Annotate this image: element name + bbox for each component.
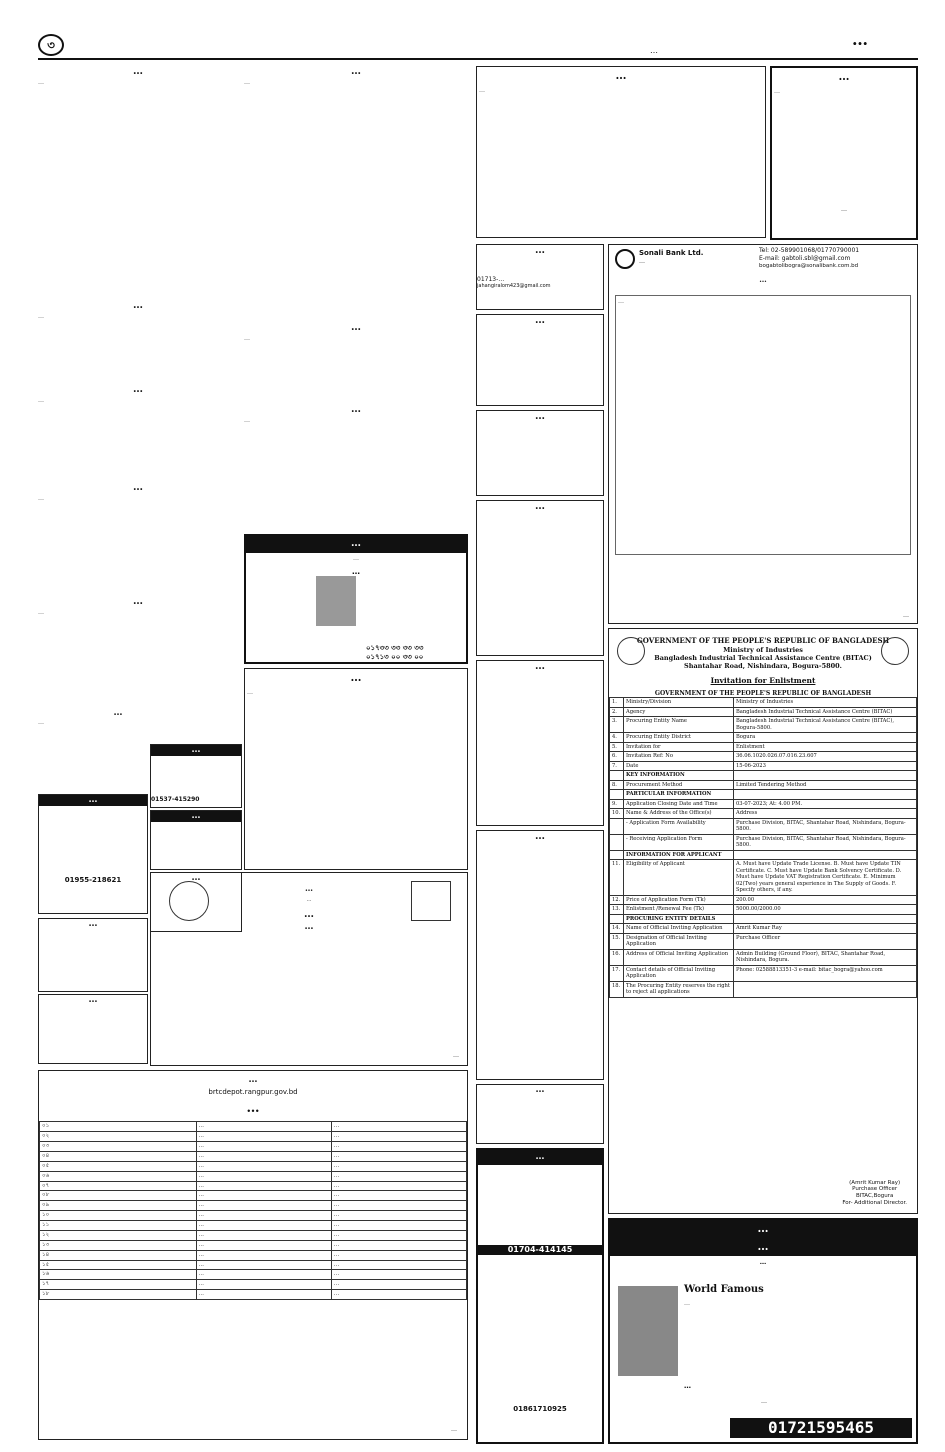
sig-org: BITAC,Bogura <box>855 1193 894 1200</box>
table-cell: … <box>196 1280 331 1290</box>
doctor-ad <box>244 534 468 664</box>
table-row <box>610 965 917 981</box>
article-title: … <box>133 300 143 311</box>
table-cell: … <box>196 1132 331 1142</box>
ad-title: … <box>535 411 545 422</box>
table-cell <box>610 818 624 834</box>
notice-title: … <box>615 69 627 82</box>
doctor-name: … <box>246 536 466 553</box>
notice-body: … <box>247 688 253 696</box>
table-cell: Bangladesh Industrial Technical Assistance Centre (BITAC), Bogura-5800. <box>734 717 917 733</box>
table-cell: 7. <box>610 761 624 771</box>
doctor-phone-2: ০১৭১৩ ০০ ৩৩ ০০ <box>366 653 424 661</box>
table-cell: … <box>331 1211 466 1221</box>
table-cell: … <box>331 1151 466 1161</box>
table-cell <box>734 771 917 781</box>
table-cell: … <box>331 1260 466 1270</box>
table-row <box>610 818 917 834</box>
tender-url: brtcdepot.rangpur.gov.bd <box>208 1088 298 1097</box>
table-cell: 11. <box>610 860 624 896</box>
legal-notice-top <box>476 66 766 238</box>
table-cell: ০৭ <box>40 1181 197 1191</box>
bitac-ministry: Ministry of Industries <box>723 645 803 654</box>
table-cell: Procurement Method <box>624 780 734 790</box>
table-cell: The Procuring Entity reserves the right to reject all applications <box>624 981 734 997</box>
table-cell: A. Must have Update Trade License. B. Must have Update TIN Certificate. C. Must have Update Bank Solvency Certificate. D. Must have Update VAT Registration Certificate. E. Minimum 02(Two) years general experience in The Supply of Goods. F. Specify others, if any. <box>734 860 917 896</box>
table-cell: ০৩ <box>40 1142 197 1152</box>
ad-title: … <box>535 1085 545 1095</box>
table-cell: … <box>331 1240 466 1250</box>
table-row <box>40 1181 467 1191</box>
article-body: … <box>38 312 44 320</box>
table-cell: 200.00 <box>734 895 917 905</box>
table-cell: … <box>196 1211 331 1221</box>
table-cell: 8. <box>610 780 624 790</box>
table-cell: … <box>196 1250 331 1260</box>
middle-article-2 <box>244 322 468 400</box>
tender-notice <box>38 1070 468 1440</box>
classified-title: … <box>88 919 98 929</box>
table-row <box>40 1221 467 1231</box>
bank-email: E-mail: gabtoli.sbl@gmail.com <box>759 255 851 262</box>
classified-land-sale-3 <box>38 794 148 914</box>
ad-phone: 01713-… <box>477 275 505 283</box>
classified-commercial <box>38 994 148 1064</box>
table-cell: Bangladesh Industrial Technical Assistance Centre (BITAC) <box>734 707 917 717</box>
table-cell <box>610 914 624 924</box>
urgent-recruit-ad <box>476 1084 604 1144</box>
table-cell: 2. <box>610 707 624 717</box>
table-cell: ০৮ <box>40 1191 197 1201</box>
table-cell: Purchase Officer <box>734 933 917 949</box>
bank-logo <box>615 249 635 269</box>
table-cell: Limited Tendering Method <box>734 780 917 790</box>
bitac-notice <box>608 628 918 1214</box>
table-cell: 15-06-2023 <box>734 761 917 771</box>
table-cell: ১১ <box>40 1221 197 1231</box>
bank-title: … <box>759 275 767 284</box>
notice-body: … <box>774 87 780 95</box>
bank-table: … <box>615 295 911 555</box>
recruit-notice-2 <box>476 830 604 1080</box>
table-cell: Ministry/Division <box>624 698 734 708</box>
table-row <box>610 771 917 781</box>
table-cell: … <box>196 1240 331 1250</box>
table-cell: Contact details of Official Inviting Application <box>624 965 734 981</box>
table-cell: 16. <box>610 949 624 965</box>
table-cell: … <box>196 1260 331 1270</box>
table-row <box>40 1161 467 1171</box>
table-cell: Address <box>734 809 917 819</box>
sonali-bank-notice <box>608 244 918 624</box>
doctor-specialty: … <box>352 566 360 576</box>
table-cell: … <box>331 1191 466 1201</box>
lost-ad <box>476 410 604 496</box>
electricity-notice <box>150 872 468 1066</box>
electricity-sig: … <box>453 1051 459 1059</box>
ad-body: … <box>684 1300 690 1307</box>
tender-sig: … <box>451 1425 457 1433</box>
table-row <box>610 752 917 762</box>
article-body: … <box>244 334 250 342</box>
classified-invest <box>38 918 148 992</box>
table-row <box>40 1240 467 1250</box>
bitac-centre: Bangladesh Industrial Technical Assistance Centre (BITAC) <box>654 653 872 662</box>
tender-title: … <box>246 1101 260 1116</box>
table-row <box>40 1132 467 1142</box>
notice-body: … <box>479 86 485 94</box>
table-cell: ০৯ <box>40 1201 197 1211</box>
ad-headline-1: … <box>610 1220 916 1238</box>
table-cell: … <box>331 1280 466 1290</box>
table-cell: 1. <box>610 698 624 708</box>
table-row <box>610 834 917 850</box>
table-cell: Application Closing Date and Time <box>624 799 734 809</box>
table-cell <box>610 850 624 860</box>
table-cell <box>734 850 917 860</box>
table-cell: … <box>196 1221 331 1231</box>
left-article-1 <box>38 66 238 296</box>
ad-email: jahangiralom423@gmail.com <box>477 283 551 289</box>
classified-title: … <box>151 811 241 822</box>
table-cell: … <box>196 1171 331 1181</box>
table-cell: … <box>331 1290 466 1300</box>
article-title: … <box>351 404 361 415</box>
ad-sub: … <box>759 1257 767 1266</box>
table-cell <box>734 914 917 924</box>
table-row <box>40 1250 467 1260</box>
table-row <box>40 1211 467 1221</box>
classified-phone: 01537-415290 <box>151 796 200 804</box>
table-cell: … <box>331 1270 466 1280</box>
table-cell: KEY INFORMATION <box>624 771 734 781</box>
bitac-logo <box>881 637 909 665</box>
electricity-title: … <box>304 909 314 921</box>
table-row <box>610 905 917 915</box>
bitac-address: Shantahar Road, Nishindara, Bogura-5800. <box>684 662 842 670</box>
table-cell: 03-07-2023; At: 4.00 PM. <box>734 799 917 809</box>
table-cell: Procuring Entity Name <box>624 717 734 733</box>
classified-phone: 01955-218621 <box>64 876 122 885</box>
org-logo <box>169 881 209 921</box>
article-title: … <box>113 708 123 718</box>
table-row <box>610 895 917 905</box>
table-cell: ০৪ <box>40 1151 197 1161</box>
table-cell: 12. <box>610 895 624 905</box>
bitac-gov: GOVERNMENT OF THE PEOPLE'S REPUBLIC OF BANGLADESH <box>636 636 890 645</box>
sig-title: Purchase Officer <box>852 1186 898 1193</box>
table-cell: Eligibility of Applicant <box>624 860 734 896</box>
table-row <box>40 1290 467 1300</box>
table-cell <box>734 790 917 800</box>
classified-land-sale-2 <box>150 810 242 870</box>
article-body: … <box>38 719 44 727</box>
table-cell: … <box>331 1161 466 1171</box>
table-cell: Address of Official Inviting Application <box>624 949 734 965</box>
table-cell: … <box>196 1290 331 1300</box>
gov-logo <box>617 637 645 665</box>
table-cell: INFORMATION FOR APPLICANT <box>624 850 734 860</box>
masthead <box>0 0 945 62</box>
table-cell: 9. <box>610 799 624 809</box>
article-title: … <box>133 66 143 77</box>
table-cell: … <box>196 1270 331 1280</box>
ad-phone-2: 01861710925 <box>513 1405 567 1414</box>
table-row <box>610 733 917 743</box>
notice-title: … <box>350 671 362 684</box>
table-cell: … <box>331 1132 466 1142</box>
article-title: … <box>133 384 143 395</box>
ad-price: … <box>684 1382 691 1390</box>
table-cell: 17. <box>610 965 624 981</box>
table-cell: … <box>196 1230 331 1240</box>
table-cell: Price of Application Form (Tk) <box>624 895 734 905</box>
pharmacy-ad <box>476 1148 604 1444</box>
table-cell: … <box>331 1250 466 1260</box>
table-row <box>610 850 917 860</box>
left-article-4 <box>38 482 238 592</box>
table-cell: 5. <box>610 742 624 752</box>
table-cell: … <box>331 1181 466 1191</box>
table-cell: PARTICULAR INFORMATION <box>624 790 734 800</box>
table-cell: 18. <box>610 981 624 997</box>
table-cell <box>610 771 624 781</box>
table-row <box>610 949 917 965</box>
table-cell: Invitation Ref: No <box>624 752 734 762</box>
left-article-3 <box>38 384 238 478</box>
table-row <box>40 1260 467 1270</box>
direct-recruit-ad <box>476 314 604 406</box>
table-cell: ১২ <box>40 1230 197 1240</box>
table-cell <box>610 790 624 800</box>
table-cell: Purchase Division, BITAC, Shantahar Road, Nishindara, Bogura-5800. <box>734 818 917 834</box>
sig-for: For- Additional Director. <box>842 1200 907 1207</box>
table-cell: 10. <box>610 809 624 819</box>
table-row <box>610 742 917 752</box>
table-cell: ১০ <box>40 1211 197 1221</box>
table-cell: Enlistment /Renewal Fee (Tk) <box>624 905 734 915</box>
table-row <box>40 1230 467 1240</box>
masthead-day-date: … <box>650 46 658 55</box>
table-cell: Bogura <box>734 733 917 743</box>
table-cell: Designation of Official Inviting Application <box>624 933 734 949</box>
classified-land-sale-1 <box>150 744 242 808</box>
table-cell: … <box>331 1221 466 1231</box>
table-row <box>40 1201 467 1211</box>
classified-title: … <box>88 995 98 1005</box>
table-cell: 3. <box>610 717 624 733</box>
notice-right-top <box>770 66 918 240</box>
table-cell: 15. <box>610 933 624 949</box>
table-cell: ০১ <box>40 1122 197 1132</box>
table-row <box>610 933 917 949</box>
ad-title: … <box>535 661 545 672</box>
article-body: … <box>244 78 250 86</box>
table-row <box>610 761 917 771</box>
needed-ad <box>476 500 604 656</box>
table-cell: - Application Form Availability <box>624 818 734 834</box>
classified-title: … <box>151 745 241 756</box>
table-cell: 5000.00/2000.00 <box>734 905 917 915</box>
table-cell: … <box>196 1191 331 1201</box>
ad-title: … <box>535 831 545 842</box>
table-row <box>610 924 917 934</box>
table-row <box>40 1171 467 1181</box>
middle-article-3 <box>244 404 468 526</box>
electricity-org: … <box>305 883 313 893</box>
table-cell <box>734 981 917 997</box>
article-body: … <box>38 78 44 86</box>
patri-chai-ad <box>476 244 604 310</box>
ad-phone: 01721595465 <box>730 1418 912 1438</box>
table-cell: Procuring Entity District <box>624 733 734 743</box>
table-row <box>40 1191 467 1201</box>
bank-branch: … <box>639 258 645 265</box>
table-row <box>610 914 917 924</box>
table-row <box>40 1142 467 1152</box>
table-cell: Phone: 02588813351-3 e-mail: bitac_bogra@yahoo.com <box>734 965 917 981</box>
tender-table <box>39 1121 467 1300</box>
table-cell: PROCURING ENTITY DETAILS <box>624 914 734 924</box>
table-cell: Enlistment <box>734 742 917 752</box>
table-cell: … <box>331 1201 466 1211</box>
ad-title: … <box>478 1150 602 1165</box>
table-row <box>40 1151 467 1161</box>
left-article-2 <box>38 300 238 380</box>
table-cell: … <box>196 1201 331 1211</box>
doctor-photo <box>316 576 356 626</box>
table-cell: Agency <box>624 707 734 717</box>
table-row <box>610 780 917 790</box>
table-cell: … <box>331 1171 466 1181</box>
recruit-notice-1 <box>476 660 604 826</box>
bank-name: Sonali Bank Ltd. <box>639 249 704 257</box>
bitac-signature <box>842 1180 907 1208</box>
ad-title: … <box>535 315 545 326</box>
table-row <box>610 698 917 708</box>
table-cell: Amrit Kumar Ray <box>734 924 917 934</box>
table-cell: 6. <box>610 752 624 762</box>
electricity-email: … <box>306 897 312 903</box>
table-cell: … <box>196 1161 331 1171</box>
classified-title: … <box>191 873 201 883</box>
tender-org: … <box>248 1075 258 1085</box>
article-body: … <box>38 608 44 616</box>
table-cell: Date <box>624 761 734 771</box>
table-cell: 13. <box>610 905 624 915</box>
masthead-paper-name: … <box>852 30 868 49</box>
table-cell: Ministry of Industries <box>734 698 917 708</box>
table-row <box>610 717 917 733</box>
table-cell: … <box>196 1181 331 1191</box>
table-row <box>40 1122 467 1132</box>
table-cell: ১৬ <box>40 1270 197 1280</box>
table-cell: … <box>196 1142 331 1152</box>
notice-title: … <box>838 70 850 83</box>
table-cell: Admin Building (Ground Floor), BITAC, Shantahar Road, Nishindara, Bogura. <box>734 949 917 965</box>
table-cell: … <box>331 1122 466 1132</box>
table-row <box>610 799 917 809</box>
table-cell: ০২ <box>40 1132 197 1142</box>
doctor-phone-1: ০১৭৩৩ ৩৩ ৩৩ ৩৩ <box>366 644 424 652</box>
article-title: … <box>133 482 143 493</box>
sig-name: (Amrit Kumar Ray) <box>849 1179 901 1186</box>
table-cell: … <box>196 1122 331 1132</box>
left-article-5 <box>38 596 238 706</box>
table-cell: ১৩ <box>40 1240 197 1250</box>
table-cell: 36.06.1020.026.07.016.23.607 <box>734 752 917 762</box>
article-body: … <box>38 494 44 502</box>
ad-title: … <box>535 245 545 256</box>
bank-tel: Tel: 02-589901068/01770790001 <box>759 247 860 254</box>
table-cell: … <box>196 1151 331 1161</box>
doctor-subtitle: … <box>353 554 359 562</box>
table-cell: ০৬ <box>40 1171 197 1181</box>
ad-title: … <box>535 501 545 512</box>
ad-footer: … <box>761 1398 767 1405</box>
table-row <box>40 1280 467 1290</box>
electricity-subtitle: … <box>304 921 314 932</box>
table-cell: … <box>331 1142 466 1152</box>
ad-headline-2: … <box>610 1238 916 1256</box>
table-cell: Name & Address of the Office(s) <box>624 809 734 819</box>
table-row <box>610 809 917 819</box>
table-cell: - Receiving Application Form <box>624 834 734 850</box>
article-title: … <box>133 596 143 607</box>
ad-world-famous: World Famous <box>684 1284 764 1295</box>
table-cell: ১৪ <box>40 1250 197 1260</box>
article-body: … <box>38 396 44 404</box>
legal-notice-mid <box>244 668 468 870</box>
table-row <box>610 790 917 800</box>
table-cell <box>610 834 624 850</box>
table-row <box>610 981 917 997</box>
table-cell: ১৭ <box>40 1280 197 1290</box>
ad-photo <box>618 1286 678 1376</box>
ad-phone: 01704-414145 <box>478 1245 602 1255</box>
table-row <box>610 707 917 717</box>
table-cell: 14. <box>610 924 624 934</box>
org-logo-2 <box>411 881 451 921</box>
table-cell: ১৫ <box>40 1260 197 1270</box>
article-title: … <box>351 322 361 333</box>
article-title: … <box>351 66 361 77</box>
notice-signature: … <box>841 205 847 213</box>
bank-sig: … <box>903 611 909 619</box>
bitac-table-title: GOVERNMENT OF THE PEOPLE'S REPUBLIC OF BANGLADESH <box>654 689 872 697</box>
classified-title: … <box>39 795 147 806</box>
article-body: … <box>244 416 250 424</box>
middle-article-1 <box>244 66 468 318</box>
table-row <box>610 860 917 896</box>
table-cell: ০৫ <box>40 1161 197 1171</box>
bitac-table <box>609 697 917 998</box>
health-ad <box>608 1218 918 1444</box>
table-row <box>40 1270 467 1280</box>
bitac-title: Invitation for Enlistment <box>710 676 816 686</box>
table-cell: … <box>331 1230 466 1240</box>
table-cell: ১৮ <box>40 1290 197 1300</box>
table-cell: Name of Official Inviting Application <box>624 924 734 934</box>
page-number-badge: ৩ <box>38 34 64 56</box>
table-cell: 4. <box>610 733 624 743</box>
bank-email-2: bogabtolibogra@sonalibank.com.bd <box>759 263 859 269</box>
table-cell: Purchase Division, BITAC, Shantahar Road, Nishindara, Bogura-5800. <box>734 834 917 850</box>
table-cell: Invitation for <box>624 742 734 752</box>
